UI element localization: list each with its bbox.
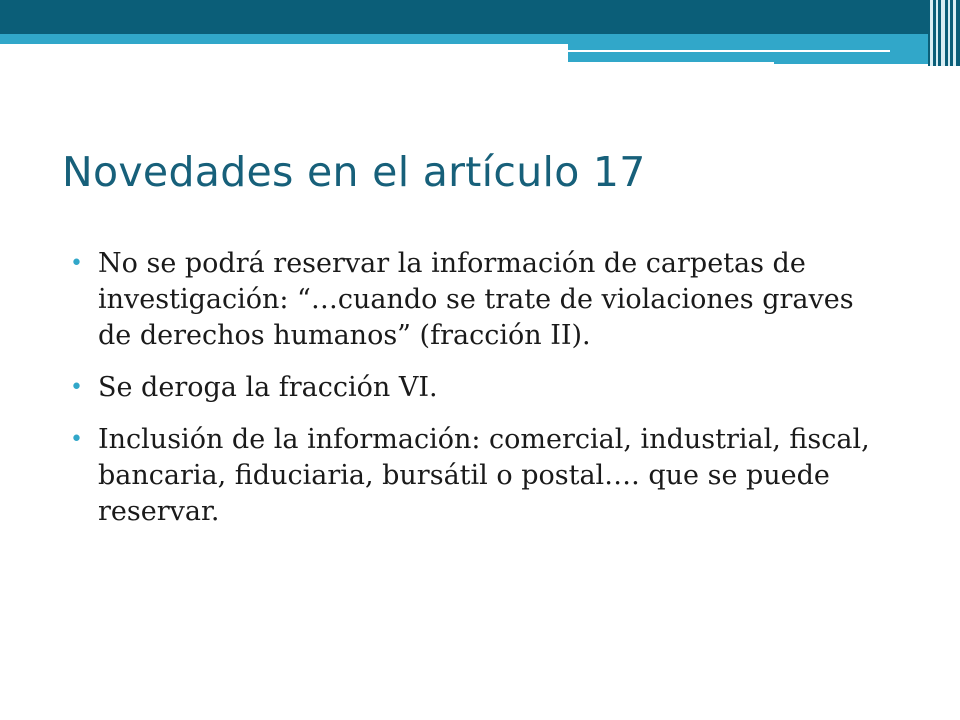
bullet-icon: • [70,427,83,452]
bullet-text: Inclusión de la información: comercial, industrial, fiscal, bancaria, fiduciaria, bursátil o postal…. que se puede reservar. [98,424,870,527]
bullet-text: No se podrá reservar la información de carpetas de investigación: “…cuando se trate de violaciones graves de derechos humanos” (fracción II). [98,248,854,351]
slide-title: Novedades en el artículo 17 [62,148,646,196]
header-band [0,0,960,34]
header-stripe [948,0,950,66]
header-accent-line [568,50,890,52]
header-stripe [941,0,945,66]
bullet-text: Se deroga la fracción VI. [98,372,438,403]
bullet-item [70,246,890,354]
bullet-icon: • [70,251,83,276]
bullet-icon: • [70,375,83,400]
header-accent-band [0,34,960,44]
header-stripe [936,0,938,66]
header-stripe [953,0,956,66]
bullet-item [70,370,890,406]
bullet-item [70,422,890,530]
header-stripe [930,0,933,66]
header-accent-line-short [568,62,774,64]
bullet-list [70,246,890,546]
header-accent-tab [568,44,960,64]
